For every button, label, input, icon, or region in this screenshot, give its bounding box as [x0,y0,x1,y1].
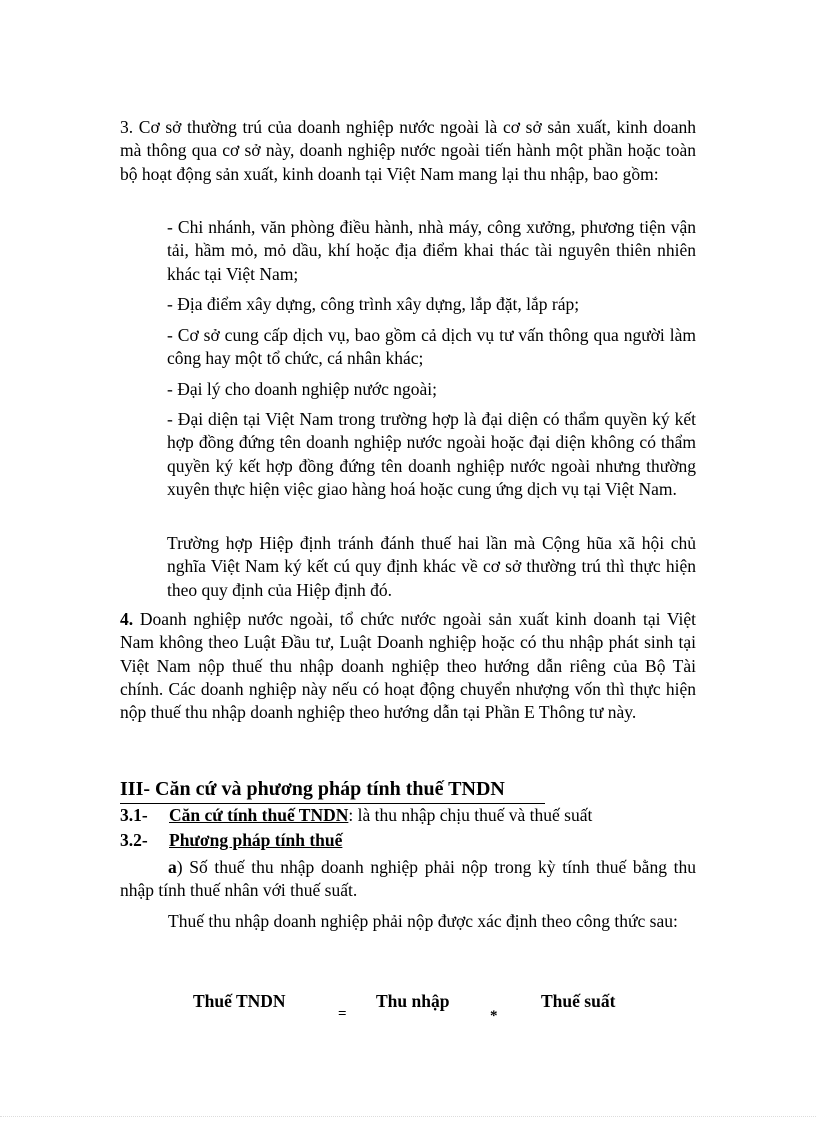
subsection-3-1-number: 3.1- [120,805,148,825]
section-3-heading: III- Căn cứ và phương pháp tính thuế TNDN [120,776,545,804]
bullet-service-providers: - Cơ sở cung cấp dịch vụ, bao gồm cả dịch vụ tư vấn thông qua người làm công hay một tổ chức, cá nhân khác; [167,325,696,369]
paragraph-a [120,856,696,903]
subsection-3-2-title: Phương pháp tính thuế [169,830,343,850]
item-4-text: Doanh nghiệp nước ngoài, tổ chức nước ngoài sản xuất kinh doanh tại Việt Nam không theo Luật Đầu tư, Luật Doanh nghiệp hoặc có thu nhập phát sinh tại Việt Nam nộp thuế thu nhập doanh nghiệp theo hướng dẫn riêng của Bộ Tài chính. Các doanh nghiệp này nếu có hoạt động chuyển nhượng vốn thì thực hiện nộp thuế thu nhập doanh nghiệp theo hướng dẫn tại Phần E Thông tư này. [120,609,696,723]
subsection-3-2-number: 3.2- [120,830,148,850]
formula-times: * [490,1008,498,1024]
item-3-intro: 3. Cơ sở thường trú của doanh nghiệp nước ngoài là cơ sở sản xuất, kinh doanh mà thông qua cơ sở này, doanh nghiệp nước ngoài tiến hành một phần hoặc toàn bộ hoạt động sản xuất, kinh doanh tại Việt Nam mang lại thu nhập, bao gồm: [120,117,696,184]
page-bottom-divider [0,1116,816,1117]
bullet-branch-offices: - Chi nhánh, văn phòng điều hành, nhà máy, công xưởng, phương tiện vận tải, hầm mỏ, mỏ dầu, khí hoặc địa điểm khai thác tài nguyên thiên nhiên khác tại Việt Nam; [167,217,696,284]
paragraph-formula-intro: Thuế thu nhập doanh nghiệp phải nộp được xác định theo công thức sau: [168,911,678,931]
formula-rate: Thuế suất [541,991,616,1011]
formula-tax: Thuế TNDN [193,991,286,1011]
item-4-number: 4. [120,609,134,629]
treaty-note: Trường hợp Hiệp định tránh đánh thuế hai lần mà Cộng hũa xã hội chủ nghĩa Việt Nam ký kết cú quy định khác về cơ sở thường trú thì thực hiện theo quy định của Hiệp định đó. [167,533,696,600]
subsection-3-2 [120,829,342,851]
subsection-3-1-title: Căn cứ tính thuế TNDN [169,805,349,825]
subsection-3-1-rest: : là thu nhập chịu thuế và thuế suất [348,805,593,825]
bullet-agents: - Đại lý cho doanh nghiệp nước ngoài; [167,379,437,399]
item-4-paragraph [120,608,696,724]
formula-equals: = [338,1006,347,1022]
formula-income: Thu nhập [376,991,450,1011]
bullet-construction-sites: - Địa điểm xây dựng, công trình xây dựng, lắp đặt, lắp ráp; [167,294,580,314]
paragraph-a-label: a [168,857,177,877]
bullet-representatives: - Đại diện tại Việt Nam trong trường hợp là đại diện có thẩm quyền ký kết hợp đồng đứng tên doanh nghiệp nước ngoài hoặc đại diện không có thẩm quyền ký kết hợp đồng đứng tên doanh nghiệp nước ngoài nhưng thường xuyên thực hiện việc giao hàng hoá hoặc cung ứng dịch vụ tại Việt Nam. [167,409,696,499]
paragraph-a-text: ) Số thuế thu nhập doanh nghiệp phải nộp trong kỳ tính thuế bằng thu nhập tính thuế nhân với thuế suất. [120,857,696,901]
subsection-3-1 [120,804,592,826]
